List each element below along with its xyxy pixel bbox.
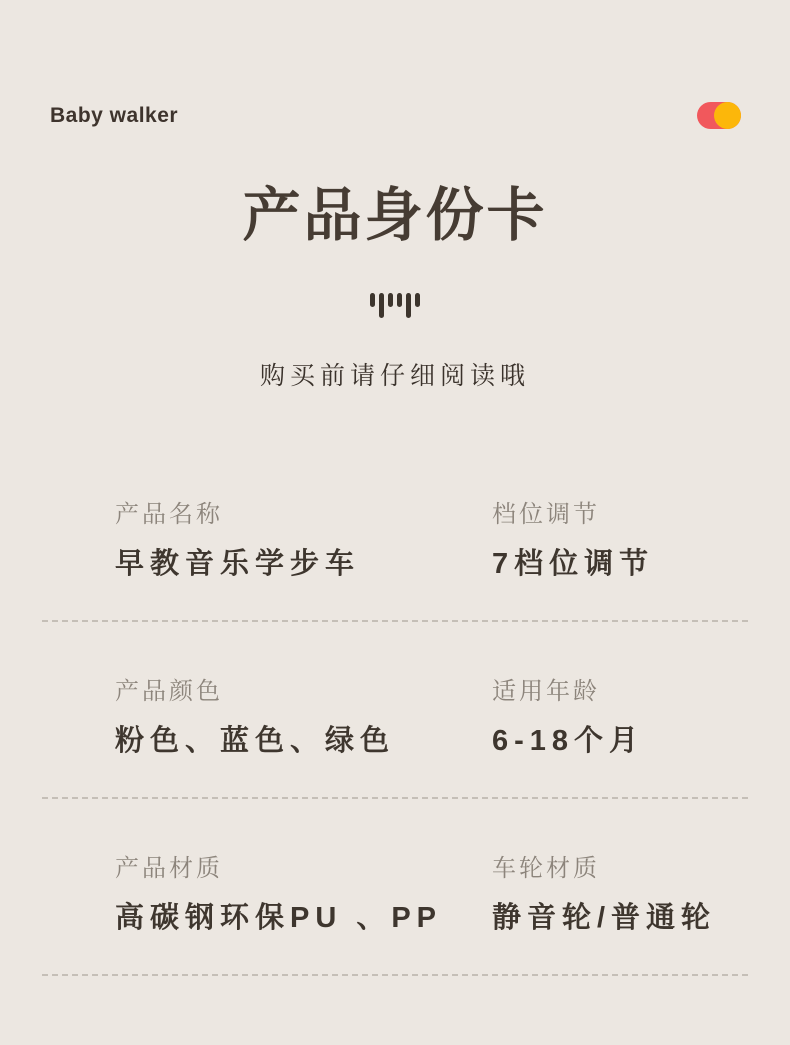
spec-value: 高碳钢环保PU 、PP [115, 902, 443, 934]
yellow-dot-icon [714, 102, 741, 129]
dashed-divider [42, 620, 748, 622]
spec-cell-wheel-material [492, 857, 790, 933]
spec-cell-age-range [492, 680, 790, 756]
subtitle-text: 购买前请仔细阅读哦 [259, 362, 530, 390]
spec-label: 产品名称 [115, 501, 223, 528]
barcode-bar [406, 293, 411, 318]
spec-label: 适用年龄 [492, 678, 600, 705]
spec-cell-product-material [115, 857, 492, 933]
spec-label: 产品材质 [115, 855, 223, 882]
spec-label: 车轮材质 [492, 855, 600, 882]
spec-row-block [0, 503, 790, 622]
spec-label: 产品颜色 [115, 678, 223, 705]
spec-value: 7档位调节 [492, 548, 655, 580]
barcode-bar [415, 293, 420, 307]
spec-label: 档位调节 [492, 501, 600, 528]
spec-row [0, 503, 790, 579]
barcode-bar [397, 293, 402, 307]
spec-value: 6-18个月 [492, 725, 645, 757]
spec-cell-gear-adjust [492, 503, 790, 579]
spec-grid [0, 503, 790, 976]
page-title: 产品身份卡 [242, 183, 548, 248]
spec-row-block [0, 680, 790, 799]
barcode-bar [379, 293, 384, 318]
dashed-divider [42, 797, 748, 799]
brand-text: Baby walker [50, 103, 179, 127]
dashed-divider [42, 974, 748, 976]
spec-value: 早教音乐学步车 [115, 548, 361, 580]
spec-cell-product-color [115, 680, 492, 756]
spec-value: 粉色、蓝色、绿色 [115, 725, 396, 757]
pill-dot-badge-icon [697, 102, 741, 129]
header [50, 102, 741, 129]
barcode-bar [388, 293, 393, 307]
spec-row [0, 680, 790, 756]
spec-row-block [0, 857, 790, 976]
spec-value: 静音轮/普通轮 [492, 902, 717, 934]
spec-cell-product-name [115, 503, 492, 579]
barcode-bar [370, 293, 375, 307]
spec-row [0, 857, 790, 933]
barcode-icon [0, 293, 790, 318]
